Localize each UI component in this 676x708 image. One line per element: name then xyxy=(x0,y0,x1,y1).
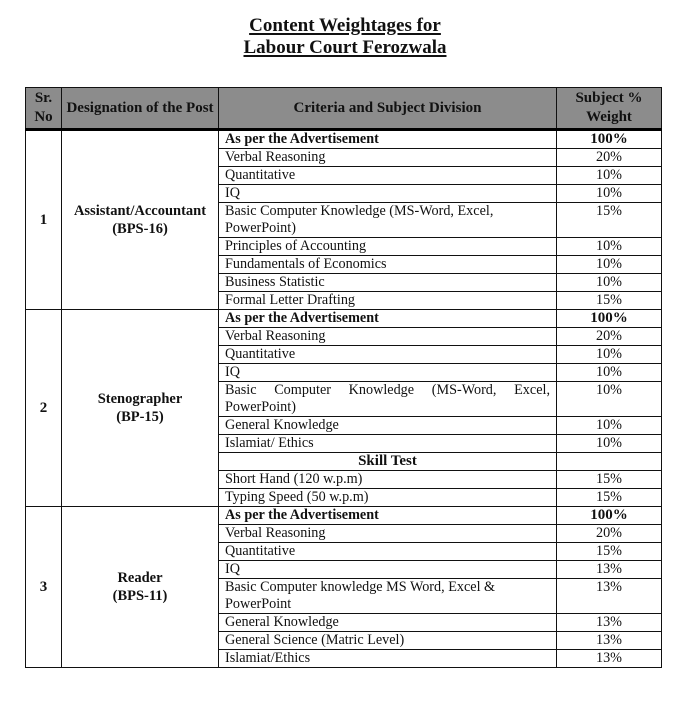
criteria-cell: IQ xyxy=(219,364,557,382)
document-title xyxy=(0,15,676,59)
weight-cell: 10% xyxy=(557,435,662,453)
designation-grade: (BPS-16) xyxy=(112,221,168,237)
weight-cell: 15% xyxy=(557,471,662,489)
designation-title: Reader xyxy=(117,570,163,586)
table-header-row xyxy=(26,88,662,130)
criteria-cell: Verbal Reasoning xyxy=(219,525,557,543)
header-criteria: Criteria and Subject Division xyxy=(219,88,557,130)
designation-cell xyxy=(62,310,219,507)
criteria-cell: General Knowledge xyxy=(219,614,557,632)
header-designation: Designation of the Post xyxy=(62,88,219,130)
criteria-cell: As per the Advertisement xyxy=(219,507,557,525)
criteria-cell: Fundamentals of Economics xyxy=(219,256,557,274)
title-line-1: Content Weightages for xyxy=(249,15,441,36)
weight-cell: 100% xyxy=(557,130,662,149)
designation-grade: (BPS-11) xyxy=(112,588,168,604)
criteria-cell: General Science (Matric Level) xyxy=(219,632,557,650)
header-weight: Subject % Weight xyxy=(557,88,662,130)
criteria-cell: Basic Computer knowledge MS Word, Excel & PowerPoint xyxy=(219,579,557,614)
weight-cell: 13% xyxy=(557,632,662,650)
criteria-cell: Typing Speed (50 w.p.m) xyxy=(219,489,557,507)
header-sr-no: Sr. No xyxy=(26,88,62,130)
weight-cell: 15% xyxy=(557,489,662,507)
table-row xyxy=(26,130,662,149)
criteria-cell: General Knowledge xyxy=(219,417,557,435)
designation-cell xyxy=(62,130,219,310)
criteria-cell: Business Statistic xyxy=(219,274,557,292)
designation-cell xyxy=(62,507,219,668)
weight-cell: 15% xyxy=(557,203,662,238)
designation-grade: (BP-15) xyxy=(116,409,164,425)
criteria-cell: IQ xyxy=(219,185,557,203)
criteria-cell: Quantitative xyxy=(219,543,557,561)
criteria-cell: Short Hand (120 w.p.m) xyxy=(219,471,557,489)
weight-cell: 13% xyxy=(557,561,662,579)
designation-title: Assistant/Accountant xyxy=(73,203,207,219)
serial-number-cell: 2 xyxy=(26,310,62,507)
criteria-cell: Islamiat/Ethics xyxy=(219,650,557,668)
criteria-cell: Basic Computer Knowledge (MS-Word, Excel, PowerPoint) xyxy=(219,382,557,417)
weight-cell: 100% xyxy=(557,310,662,328)
criteria-cell: Quantitative xyxy=(219,167,557,185)
criteria-cell: IQ xyxy=(219,561,557,579)
content-weightage-table xyxy=(25,87,662,668)
weight-cell: 10% xyxy=(557,167,662,185)
criteria-cell: Principles of Accounting xyxy=(219,238,557,256)
weight-cell: 10% xyxy=(557,364,662,382)
weight-cell: 10% xyxy=(557,274,662,292)
criteria-cell: Basic Computer Knowledge (MS-Word, Excel, PowerPoint) xyxy=(219,203,557,238)
criteria-cell: Verbal Reasoning xyxy=(219,328,557,346)
weight-cell xyxy=(557,453,662,471)
criteria-cell: Verbal Reasoning xyxy=(219,149,557,167)
criteria-cell: Quantitative xyxy=(219,346,557,364)
title-line-2: Labour Court Ferozwala xyxy=(243,37,447,58)
criteria-cell: Islamiat/ Ethics xyxy=(219,435,557,453)
section-heading-cell: Skill Test xyxy=(219,453,557,471)
weight-cell: 13% xyxy=(557,579,662,614)
weight-cell: 10% xyxy=(557,256,662,274)
weight-cell: 15% xyxy=(557,292,662,310)
criteria-cell: As per the Advertisement xyxy=(219,310,557,328)
table-row xyxy=(26,310,662,328)
weight-cell: 13% xyxy=(557,614,662,632)
serial-number-cell: 1 xyxy=(26,130,62,310)
serial-number-cell: 3 xyxy=(26,507,62,668)
weight-cell: 15% xyxy=(557,543,662,561)
weight-cell: 100% xyxy=(557,507,662,525)
weight-cell: 10% xyxy=(557,346,662,364)
table-row xyxy=(26,507,662,525)
weight-cell: 10% xyxy=(557,382,662,417)
designation-title: Stenographer xyxy=(97,391,183,407)
table-body xyxy=(26,130,662,668)
weight-cell: 10% xyxy=(557,417,662,435)
weight-cell: 20% xyxy=(557,149,662,167)
weight-cell: 20% xyxy=(557,525,662,543)
weight-cell: 13% xyxy=(557,650,662,668)
weight-cell: 10% xyxy=(557,185,662,203)
criteria-cell: As per the Advertisement xyxy=(219,130,557,149)
weight-cell: 20% xyxy=(557,328,662,346)
weight-cell: 10% xyxy=(557,238,662,256)
criteria-cell: Formal Letter Drafting xyxy=(219,292,557,310)
